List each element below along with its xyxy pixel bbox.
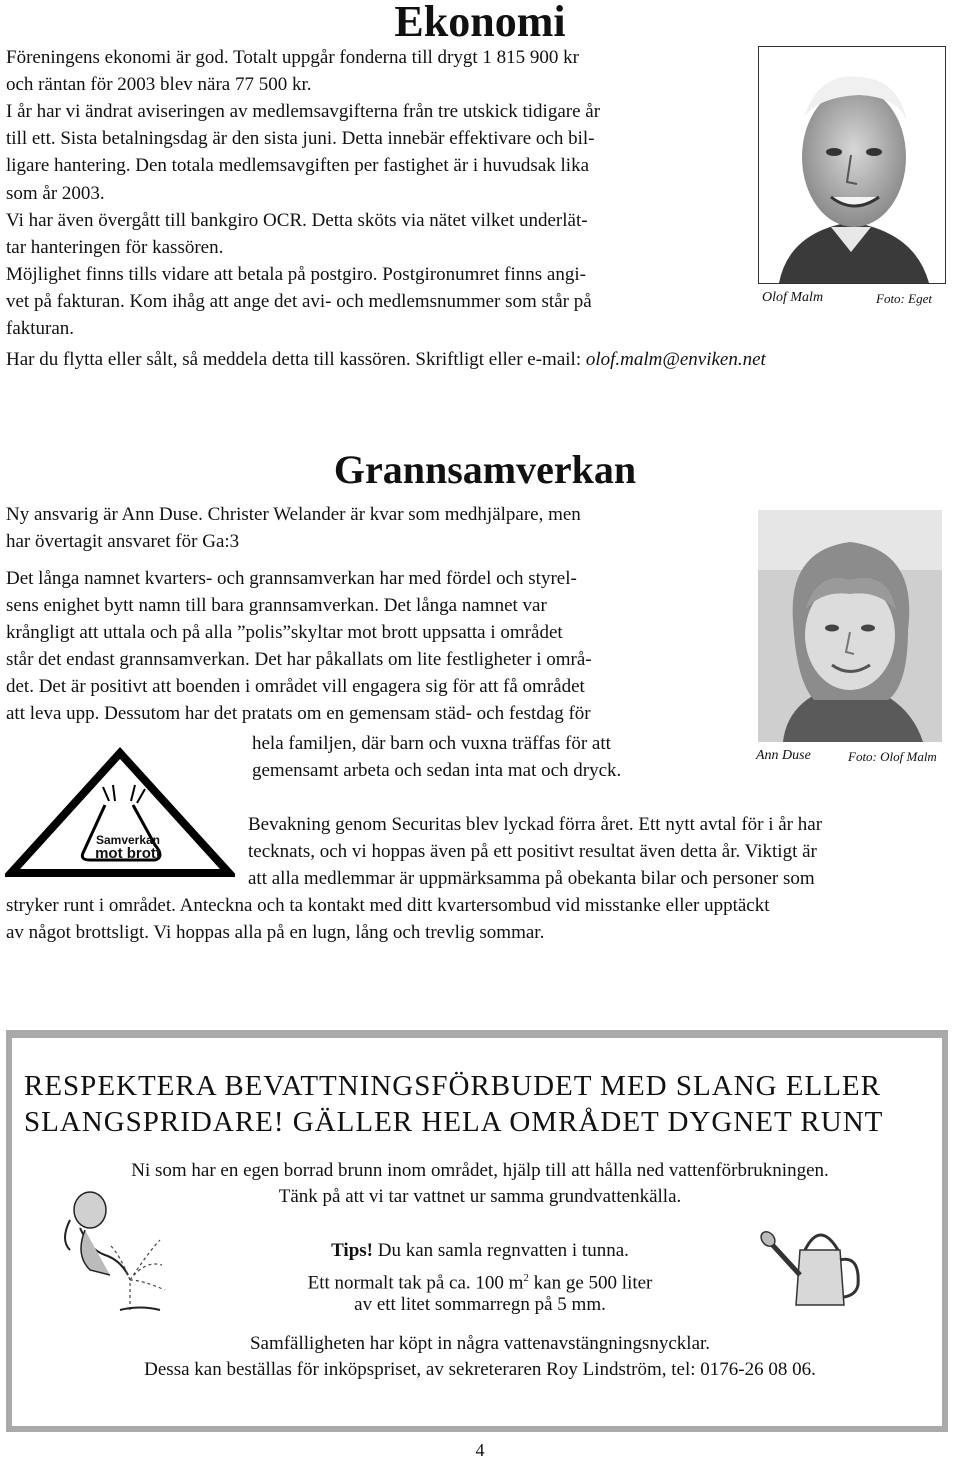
rain-line: av ett litet sommarregn på 5 mm.: [354, 1294, 606, 1315]
watering-can-illustration: [760, 1215, 870, 1315]
olof-malm-photo: [758, 46, 946, 284]
notice-heading-line1: RESPEKTERA BEVATTNINGSFÖRBUDET MED SLANG ELLER: [24, 1070, 881, 1102]
sprinkler-figure-icon: [50, 1180, 170, 1315]
paragraph-line: att leva upp. Dessutom har det pratats om en gemensam städ- och festdag för: [6, 703, 591, 724]
roof-text-post: kan ge 500 liter: [528, 1272, 653, 1294]
paragraph-line: Det långa namnet kvarters- och grannsamverkan har med fördel och styrel-: [6, 568, 577, 589]
sign-text-2: mot brott: [95, 845, 161, 862]
ekonomi-line: och räntan för 2003 blev nära 77 500 kr.: [6, 74, 312, 96]
paragraph-line: står det endast grannsamverkan. Det har påkallats om lite festligheter i områ-: [6, 649, 592, 670]
bevakning-line: Bevakning genom Securitas blev lyckad förra året. Ett nytt avtal för i år har: [248, 814, 823, 835]
paragraph-line: krångligt att uttala och på alla ”polis”skyltar mot brott uppsatta i området: [6, 622, 563, 643]
olof-photo-caption-name: Olof Malm: [762, 290, 824, 305]
ann-duse-photo: [758, 510, 942, 742]
bevakning-line: tecknats, och vi hoppas även på ett positivt resultat även detta år. Viktigt är: [248, 841, 817, 862]
ekonomi-line: ligare hantering. Den totala medlemsavgiften per fastighet är i huvudsak lika: [6, 155, 589, 177]
sprinkler-cartoon-illustration: [50, 1180, 170, 1315]
roof-superscript: 2: [523, 1272, 529, 1284]
olof-photo-caption-credit: Foto: Eget: [876, 291, 932, 306]
tips-text: Du kan samla regnvatten i tunna.: [373, 1240, 629, 1261]
notice-line2: Tänk på att vi tar vattnet ur samma grundvattenkälla.: [278, 1186, 682, 1207]
ekonomi-line: I år har vi ändrat aviseringen av medlemsavgifterna från tre utskick tidigare år: [6, 101, 601, 123]
ekonomi-line: vet på fakturan. Kom ihåg att ange det avi- och medlemsnummer som står på: [6, 290, 592, 312]
ekonomi-title: Ekonomi: [394, 0, 566, 46]
bevakning-line: att alla medlemmar är uppmärksamma på obekanta bilar och personer som: [248, 868, 815, 889]
indented-line: hela familjen, där barn och vuxna träffas för att: [252, 733, 611, 754]
intro-line: Ny ansvarig är Ann Duse. Christer Welander är kvar som medhjälpare, men: [6, 504, 581, 525]
closing-line: av något brottsligt. Vi hoppas alla på en lugn, lång och trevlig sommar.: [6, 922, 545, 943]
page-number: 4: [475, 1440, 485, 1460]
ekonomi-line: Vi har även övergått till bankgiro OCR. Detta sköts via nätet vilket underlät-: [6, 209, 588, 231]
ekonomi-line: till ett. Sista betalningsdag är den sista juni. Detta innebär effektivare och bil-: [6, 128, 595, 150]
tips-label: Tips!: [331, 1240, 373, 1261]
ekonomi-contact-line: [6, 347, 766, 373]
order-line: Dessa kan beställas för inköpspriset, av sekreteraren Roy Lindström, tel: 0176-26 08 06.: [144, 1359, 816, 1380]
ekonomi-line: Möjlighet finns tills vidare att betala på postgiro. Postgironumret finns angi-: [6, 263, 586, 285]
watering-can-icon: [760, 1215, 870, 1315]
email-link[interactable]: olof.malm@enviken.net: [585, 349, 766, 370]
ekonomi-line: tar hanteringen för kassören.: [6, 236, 224, 258]
closing-line: stryker runt i området. Anteckna och ta kontakt med ditt kvartersombud vid misstanke eller upptäckt: [6, 895, 770, 916]
contact-text: Har du flytta eller sålt, så meddela detta till kassören. Skriftligt eller e-mail:: [6, 349, 586, 370]
ann-photo-caption-name: Ann Duse: [756, 748, 811, 763]
portrait-man-image: [759, 47, 945, 283]
sign-text-1: Samverkan: [95, 833, 161, 847]
samverkan-mot-brott-sign: [5, 745, 235, 877]
ann-photo-caption-credit: Foto: Olof Malm: [848, 749, 937, 764]
ekonomi-line: fakturan.: [6, 318, 75, 339]
portrait-woman-image: [758, 510, 942, 742]
paragraph-line: det. Det är positivt att boenden i området vill engagera sig för att få området: [6, 676, 585, 697]
paragraph-line: sens enighet bytt namn till bara grannsamverkan. Det långa namnet var: [6, 595, 547, 616]
intro-line: har övertagit ansvaret för Ga:3: [6, 531, 240, 552]
grannsamverkan-title: Grannsamverkan: [333, 447, 637, 492]
ekonomi-line: som år 2003.: [6, 182, 105, 204]
valve-line: Samfälligheten har köpt in några vattenavstängningsnycklar.: [249, 1333, 711, 1354]
roof-text-pre: Ett normalt tak på ca. 100 m: [307, 1272, 524, 1294]
indented-line: gemensamt arbeta och sedan inta mat och dryck.: [252, 760, 622, 781]
notice-line1: Ni som har en egen borrad brunn inom området, hjälp till att hålla ned vattenförbrukningen.: [131, 1160, 829, 1181]
notice-heading-line2: SLANGSPRIDARE! GÄLLER HELA OMRÅDET DYGNET RUNT: [24, 1106, 884, 1138]
ekonomi-line: Föreningens ekonomi är god. Totalt uppgår fonderna till drygt 1 815 900 kr: [6, 47, 579, 68]
